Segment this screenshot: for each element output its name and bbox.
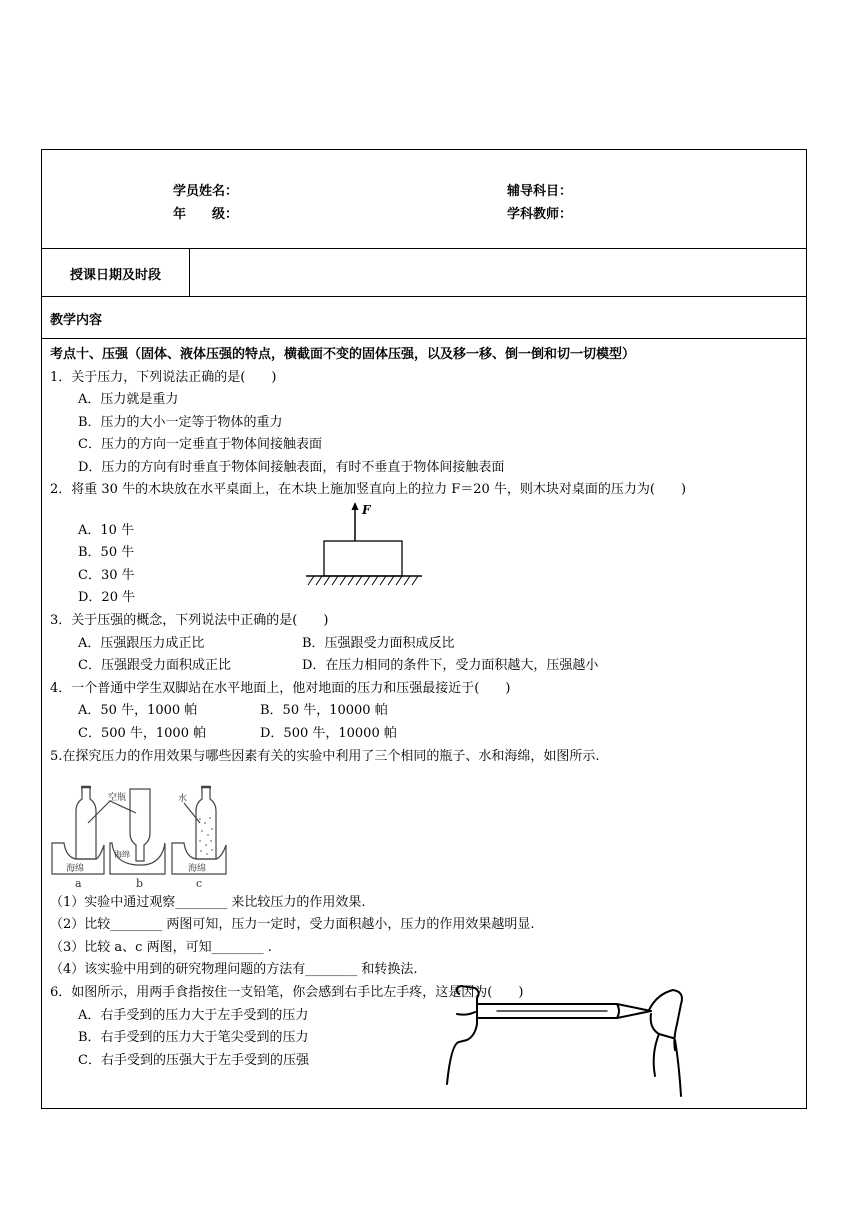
header-row <box>42 150 806 249</box>
empty-bottle-label: 空瓶 <box>108 793 127 803</box>
q3-option-b: B．压强跟受力面积成反比 <box>302 636 455 651</box>
q5-part-4: （4）该实验中用到的研究物理问题的方法有________ 和转换法. <box>50 962 418 977</box>
date-label: 授课日期及时段 <box>70 268 162 283</box>
subject-label: 辅导科目： <box>507 184 573 199</box>
q6-stem: 6．如图所示，用两手食指按住一支铅笔，你会感到右手比左手疼，这是因为( ) <box>50 985 524 1000</box>
q4-option-c: C．500 牛，1000 帕 <box>78 726 207 741</box>
q4-option-a: A．50 牛，1000 帕 <box>78 703 198 718</box>
block-force-figure <box>304 499 429 589</box>
q5-part-3: （3）比较 a、c 两图，可知________ . <box>50 940 272 955</box>
q5-stem: 5.在探究压力的作用效果与哪些因素有关的实验中利用了三个相同的瓶子、水和海绵，如图所示. <box>50 749 600 764</box>
panel-b-label: b <box>136 877 144 890</box>
q2-option-a: A．10 牛 <box>78 523 135 538</box>
lesson-sheet <box>41 149 807 1109</box>
q6-option-c: C．右手受到的压强大于左手受到的压强 <box>78 1053 309 1068</box>
bottles-sponge-figure <box>50 783 240 891</box>
student-name-label: 学员姓名： <box>173 184 239 199</box>
panel-a-label: a <box>75 877 82 890</box>
q6-option-a: A．右手受到的压力大于左手受到的压力 <box>78 1008 309 1023</box>
q5-part-2: （2）比较________ 两图可知，压力一定时，受力面积越小，压力的作用效果越明显. <box>50 917 535 932</box>
pencil-fingers-figure <box>437 984 692 1104</box>
grade-label: 年 级： <box>173 207 239 222</box>
q3-option-d: D．在压力相同的条件下，受力面积越大，压强越小 <box>302 658 599 673</box>
content-body <box>42 339 806 1109</box>
teacher-label: 学科教师： <box>507 207 573 222</box>
water-label: 水 <box>178 794 188 804</box>
q1-stem: 1．关于压力，下列说法正确的是( ) <box>50 370 277 385</box>
content-row <box>42 297 806 339</box>
q1-option-d: D．压力的方向有时垂直于物体间接触表面，有时不垂直于物体间接触表面 <box>78 460 505 475</box>
q2-option-d: D．20 牛 <box>78 590 136 605</box>
q1-option-c: C．压力的方向一定垂直于物体间接触表面 <box>78 437 322 452</box>
q1-option-a: A．压力就是重力 <box>78 392 179 407</box>
q6-option-b: B．右手受到的压力大于笔尖受到的压力 <box>78 1030 309 1045</box>
q3-option-c: C．压强跟受力面积成正比 <box>78 658 231 673</box>
q1-option-b: B．压力的大小一定等于物体的重力 <box>78 415 283 430</box>
q3-stem: 3．关于压强的概念，下列说法中正确的是( ) <box>50 613 329 628</box>
q2-option-b: B．50 牛 <box>78 545 135 560</box>
q2-stem: 2．将重 30 牛的木块放在水平桌面上，在木块上施加竖直向上的拉力 F＝20 牛，则木块对桌面的压力为( ) <box>50 482 687 497</box>
date-divider <box>189 249 190 296</box>
panel-c-label: c <box>196 877 203 890</box>
sponge-c-label: 海绵 <box>188 864 207 874</box>
date-row <box>42 249 806 297</box>
sponge-b-label: 海绵 <box>114 850 130 859</box>
q4-option-b: B．50 牛，10000 帕 <box>260 703 388 718</box>
sponge-a-label: 海绵 <box>66 864 85 874</box>
q2-option-c: C．30 牛 <box>78 568 135 583</box>
content-label: 教学内容 <box>50 313 103 328</box>
force-label: F <box>362 503 371 517</box>
q5-part-1: （1）实验中通过观察________ 来比较压力的作用效果. <box>50 895 366 910</box>
q3-option-a: A．压强跟压力成正比 <box>78 636 205 651</box>
q4-option-d: D．500 牛，10000 帕 <box>260 726 397 741</box>
q4-stem: 4．一个普通中学生双脚站在水平地面上，他对地面的压力和压强最接近于( ) <box>50 681 511 696</box>
section-title: 考点十、压强（固体、液体压强的特点，横截面不变的固体压强，以及移一移、倒一倒和切一切模型） <box>50 347 636 362</box>
